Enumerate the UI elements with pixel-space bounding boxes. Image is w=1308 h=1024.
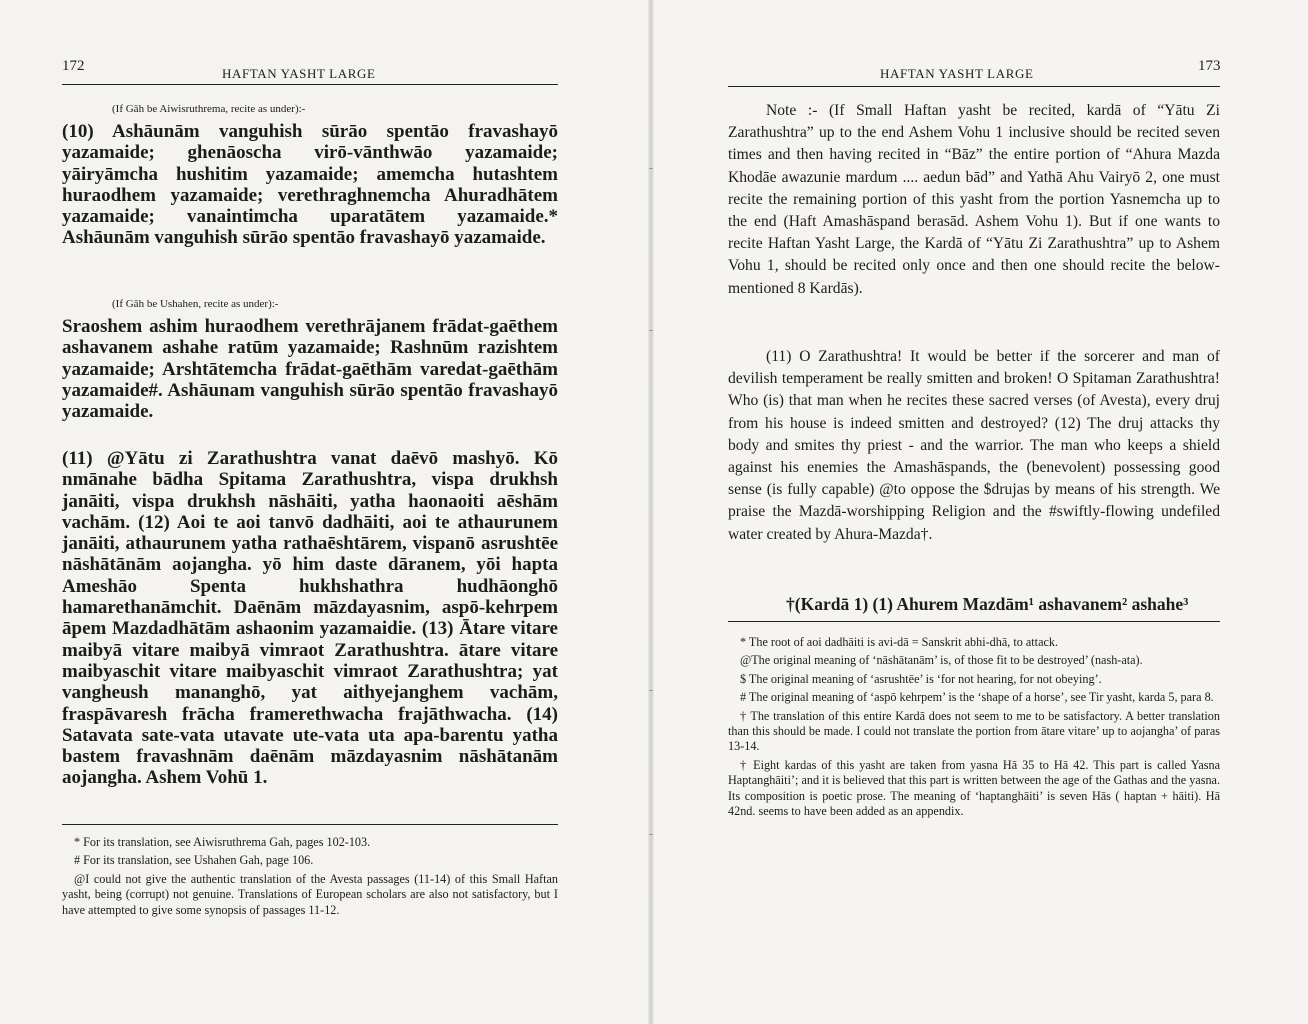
footnote: † Eight kardas of this yasht are taken from yasna Hā 35 to Hā 42. This part is called Yasna Haptanghāiti’; and it is believed that this part is written between the age of the Gathas and the yasna. Its composition is poetic prose. The meaning of ‘haptanghāiti’ is seven Hās ( haptan + hāiti). Hā 42nd. seems to have been added as an appendix. [728, 757, 1220, 819]
gah-instruction: (If Gāh be Aiwisruthrema, recite as under):- [112, 103, 306, 115]
footnotes [728, 635, 1220, 822]
running-title: HAFTAN YASHT LARGE [880, 66, 1034, 81]
footnote: * For its translation, see Aiwisruthrema Gah, pages 102-103. [74, 835, 371, 849]
footnote-rule [62, 824, 558, 825]
translation-paragraph-11: (11) O Zarathushtra! It would be better if the sorcerer and man of devilish temperament be really smitten and broken! O Spitaman Zarathushtra! Who (is) that man when he recites these sacred verses (of Avesta), every druj from his house is indeed smitten and destroyed? (12) The druj attacks thy body and smites thy priest - and the warrior. The man who keeps a shield against his enemies the Amashāspands, the (benevolent) possessing good sense (is fully capable) @to oppose the $drujas by means of his strength. We praise the Mazdā-worshipping Religion and the #swiftly-flowing undefiled water created by Ahura-Mazda†. [728, 348, 1220, 543]
note-paragraph: Note :- (If Small Haftan yasht be recited, kardā of “Yātu Zi Zarathushtra” up to the end Ashem Vohu 1 inclusive should be recited seven times and then having recited in “Bāz” the entire portion of “Ahura Mazda Khodāe awazunie mardum .... aedun bād” and Yathā Ahu Vairyō 2, one must recite the remaining portion of this yasht from the portion Yasnemcha up to the end (Haft Amashāspand berasād. Ashem Vohu 1). But if one wants to recite Haftan Yasht Large, the Kardā of “Yātu Zi Zarathushtra” up to Ashem Vohu 1, should be recited only once and then one should recite the below-mentioned 8 Kardās). [728, 102, 1220, 297]
footnote: # The original meaning of ‘aspō kehrpem’ is the ‘shape of a horse’, see Tir yasht, karda 5, para 8. [740, 690, 1214, 705]
running-title: HAFTAN YASHT LARGE [222, 66, 376, 81]
karda-heading: †(Kardā 1) (1) Ahurem Mazdām¹ ashavanem² ashahe³ [786, 594, 1189, 614]
footnote: # For its translation, see Ushahen Gah, page 106. [74, 853, 314, 868]
footnote: $ The original meaning of ‘asrushtēe’ is ‘for not hearing, for not obeying’. [740, 671, 1102, 686]
footnotes [62, 835, 558, 921]
avesta-paragraph-11-14: (11) @Yātu zi Zarathushtra vanat daēvō mashyō. Kō nmānahe bādha Spitama Zarathushtra, vispa drukhsh janāiti, vispa drukhsh nāshāiti, yatha haonaoiti aēshām vachām. (12) Aoi te aoi tanvō dadhāiti, aoi te athaurunem janāiti, athaurunem yatha rathaēshtārem, vispanō asrushtēe nāshātānām aojangha. yō him daste dāranem, yōi hapta Ameshāo Spenta hukhshathra hudhāonghō hamarethanāmchit. Daēnām māzdayasnim, aspō-kehrpem āpem Mazdadhātām ashaonim yazamaidie. (13) Ātare vitare maibyā vitare maibyā vimraot Zarathushtra. ātare vitare maibyaschit vitare maibyaschit vimraot Zarathushtra; yat vangheush mananghō, yat aithyejanghem vachām, fraspāvaresh frācha framerethwacha frajāthwacha. (14) Satavata sate-vata utavate ute-vata uta apa-barentu yatha bastem fravashnām daēnām māzdayasnim nāshātanām aojangha. Ashem Vohū 1. [62, 448, 558, 789]
avesta-ushahen-passage: Sraoshem ashim huraodhem verethrājanem frādat-gaēthem ashavanem ashahe ratūm yazamaide; Rashnūm razishtem yazamaide; Arshtātemcha frādat-gaēthām varedat-gaēthām yazamaide#. Ashāunam vanguhish sūrāo spentāo fravashayō yazamaide. [62, 316, 558, 423]
footnote-rule [728, 621, 1220, 622]
footnote: † The translation of this entire Kardā does not seem to me to be satisfactory. A better translation than this should be made. I could not translate the portion from ātare vitare’ up to aojangha’ of paras 13-14. [728, 708, 1220, 754]
header-rule [62, 84, 558, 85]
footnote: @The original meaning of ‘nāshātanām’ is, of those fit to be destroyed’ (nash-ata). [740, 653, 1143, 668]
footnote: * The root of aoi dadhāiti is avi-dā = Sanskrit abhi-dhā, to attack. [740, 635, 1059, 649]
page-number: 172 [62, 58, 85, 74]
gah-instruction: (If Gāh be Ushahen, recite as under):- [112, 298, 279, 310]
right-page [654, 0, 1308, 1024]
header-rule [728, 86, 1220, 87]
left-page [0, 0, 652, 1024]
page-number: 173 [1198, 58, 1221, 74]
footnote: @I could not give the authentic translation of the Avesta passages (11-14) of this Small Haftan yasht, being (corrupt) not genuine. Translations of European scholars are also not satisfactory, but I have attempted to give some synopsis of passages 11-12. [62, 871, 558, 917]
avesta-paragraph-10: (10) Ashāunām vanguhish sūrāo spentāo fravashayō yazamaide; ghenāoscha virō-vānthwāo yazamaide; yāiryāmcha hushitim yazamaide; amemcha hutashtem huraodhem yazamaide; verethraghnemcha Ahuradhātem yazamaide; vanaintimcha uparatātem yazamaide.* Ashāunām vanguhish sūrāo spentāo fravashayō yazamaide. [62, 121, 558, 249]
